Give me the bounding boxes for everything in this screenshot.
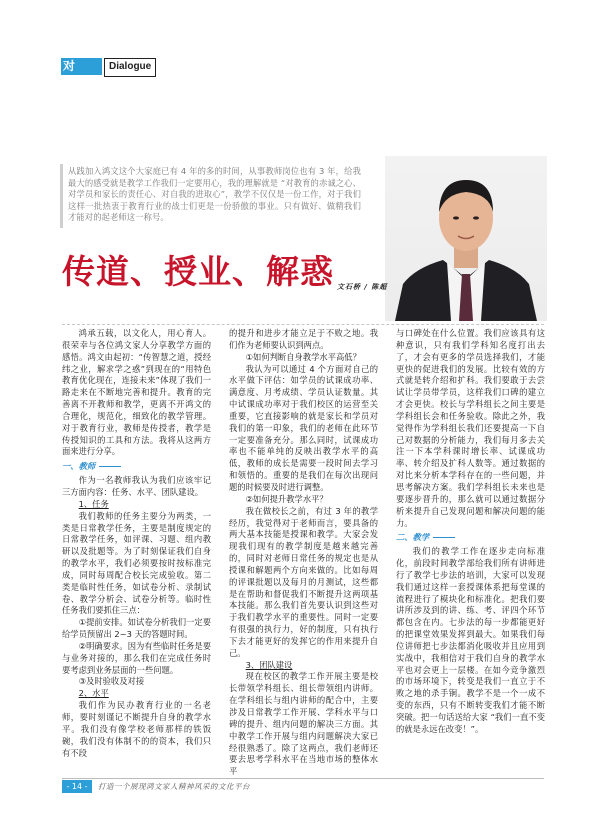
paragraph: ①如何判断自身教学水平高低？ <box>245 351 361 362</box>
author-portrait-photo <box>385 156 547 321</box>
subheading: 2、水平 <box>78 688 109 699</box>
page-number: - 14 - <box>62 780 92 793</box>
body-column-3 <box>396 328 545 736</box>
paragraph: ②明确要求。因为有些临时任务是要与业务对接的，那么我们在完成任务时要考虑到业务层面的一些问题。 <box>62 640 211 675</box>
footer-rule <box>62 778 544 779</box>
subheading: 3、团队建设 <box>245 659 293 670</box>
paragraph: 作为一名教师我认为我们应该牢记三方面内容：任务、水平、团队建设。 <box>62 475 211 497</box>
paragraph: 与口碑处在什么位置。我们应该具有这种意识，只有我们学科知名度打出去了，才会有更多的学员选择我们，才能更快的促进我们的发展。比较有效的方式就是转介绍和扩科。我们要敢于去尝试让学员带学员，这样我们口碑的建立才会更快。校长与学科组长之间主要是学科组长会和任务验收。除此之外，我觉得作为学科组长我们还要提高一下自己对数据的分析能力，我们每月多去关注一下本学科课时增长率、试课成功率、转介绍及扩科人数等。通过数据的对比来分析本学科存在的一些问题，并思考解决方案。我们学科组长未来也是要逐步晋升的，那么就可以通过数据分析来提升自己发现问题和解决问题的能力。 <box>396 328 545 528</box>
subheading: 1、任务 <box>78 498 109 509</box>
paragraph: 我认为可以通过 4 个方面对自己的水平做下评估：如学员的试课成功率、满意度、月考成绩、学员认证数量。其中试课成功率对于我们校区的运营至关重要，它直接影响的就是家长和学员对我们的第一印象，我们的老师在此环节一定要准备充分。那么同时，试课成功率也不能单纯的反映出教学水平的高低，教师的成长是需要一段时间去学习和领悟的。重要的是我们在每次出现问题的时候要及时进行调整。 <box>229 363 378 492</box>
portrait-illustration <box>385 156 547 321</box>
article-title: 传道、授业、解惑 <box>62 252 334 291</box>
paragraph: 我们作为民办教育行业的一名老师，要时刻谨记不断提升自身的教学水平。我们没有像学校老师那样的铁饭碗，我们没有体制不的的资本，我们只有不段 <box>62 700 211 758</box>
heading-rule <box>99 466 121 467</box>
paragraph: 我们的教学工作在逐步走向标准化，前段时间教学部给我们所有讲师进行了教学七步法的培训，大家可以发现我们通过这样一套授课体系把每堂课的流程进行了模块化和标准化。把我们要讲所涉及到的讲、练、考、评四个环节都包含在内。七步法的每一步都能更好的把课堂效果发挥到最大。如果我们每位讲师把七步法都消化吸收并且应用到实战中，我相信对于我们自身的教学水平也对会更上一层楼。在如今竞争激烈的市场环境下，转变是我们一直立于不败之地的杀手锏。教学不是一个一成不变的东西，只有不断转变我们才能不断突破。把一句话送给大家 “我们一直不变的就是永远在改变！”。 <box>396 546 545 734</box>
paragraph: ①提前安排。如试卷分析我们一定要给学员预留出 2~3 天的答题时间。 <box>62 617 211 640</box>
heading-rule <box>433 537 455 538</box>
footer-slogan: 打造一个展现鸿文家人精神风采的文化平台 <box>98 782 250 791</box>
article-author: 文石桥 / 陈超 <box>337 283 388 291</box>
section-tag-cn: 对 话 <box>63 59 82 90</box>
section-heading-teacher <box>62 458 211 475</box>
body-column-1 <box>62 328 211 759</box>
section-heading-text: 二、教学 <box>396 532 430 543</box>
title-divider <box>62 324 544 325</box>
section-tag-en: Dialogue <box>104 58 156 77</box>
section-heading-text: 一、教师 <box>62 461 96 472</box>
paragraph: ③及时验收及对接 <box>78 676 145 687</box>
paragraph: 鸿承五载，以文化人，用心育人。很荣幸与各位鸿文家人分享教学方面的感悟。鸿文由起初：“传智慧之道，授经纬之业，解求学之惑”到现在的“用特色教育优化现在，连接未来”体现了我们一路走来在不断地完善和提升。教育的完善离不开教师和教学，更离不开鸿文的合理化，规范化，细致化的教学管理。对于教育行业，教师是传授者，教学是传授知识的工具和方法。我将从这两方面来进行分享。 <box>62 328 211 457</box>
paragraph: ②如何提升教学水平？ <box>245 493 328 504</box>
paragraph: 我在做校长之前，有过 3 年的教学经历，我觉得对于老师而言，要具备的两大基本技能是授课和教学。大家会发现我们现有的教学制度是越来越完善的，同时对老师日常任务的规定也是从授课和解题两个方向来做的。比如每周的评课批题以及每月的月测试，这些都是在帮助和督促我们不断提升这两项基本技能。那么我们首先要认识到这些对于我们教学水平的重要性。同时一定要有很强的执行力，好的制度，只有执行下去才能更好的发挥它的作用来提升自己。 <box>229 505 378 658</box>
section-heading-teaching <box>396 529 545 546</box>
paragraph: 现在校区的教学工作开展主要是校长带领学科组长、组长带领组内讲师。在学科组长与组内讲师的配合中，主要涉及日常教学工作开展、学科水平与口碑的提升、组内问题的解决三方面。其中教学工作开展与组内问题解决大家已经很熟悉了。除了这两点，我们老师还要去思考学科水平在当地市场的整体水平 <box>229 671 378 777</box>
paragraph: 我们教师的任务主要分为两类，一类是日常教学任务，主要是制度规定的日常教学任务，如评课、习题、组内教研以及批题等。为了时刻保证我们自身的教学水平，我们必须要按时按标准完成，同时每周配合校长完成验收。第二类是临时性任务，如试卷分析、录制试卷、教学分析会、试卷分析等。临时性任务我们要抓住三点： <box>62 510 211 616</box>
body-column-2 <box>229 328 378 778</box>
intro-quote: 从践加入鸿文这个大家庭已有 4 年的多的时间，从事教师岗位也有 3 年，给我最大的感受就是教学工作我们一定要用心，我的理解就是 “对教育的赤诚之心、对学员和家长的责任心、对自我的进取心”，教学不仅仅是一份工作，对于我们这样一批热衷于教育行业的战士们更是一份骄傲的事业。只有做好、做精我们才能对的起老师这一称号。 <box>68 166 361 223</box>
paragraph: 的提升和进步才能立足于不败之地。我们作为老师要认识到两点。 <box>229 328 378 350</box>
